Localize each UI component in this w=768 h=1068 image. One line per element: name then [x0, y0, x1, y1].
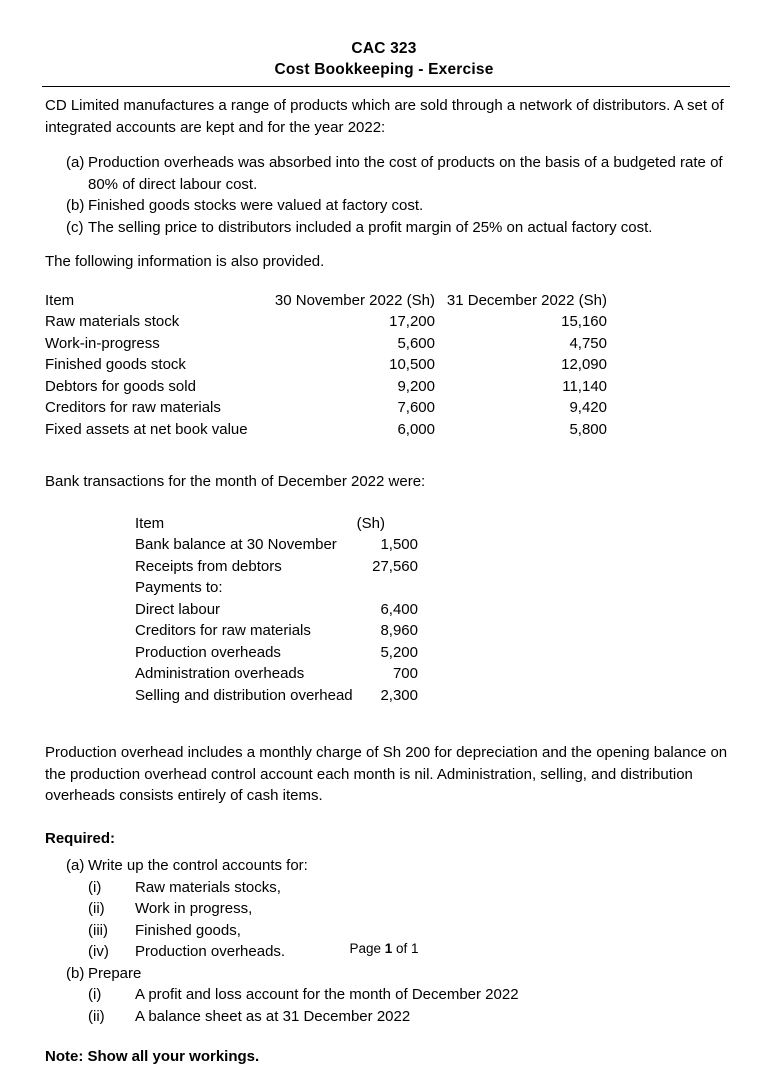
row-label: Work-in-progress: [45, 334, 160, 352]
row-value-november: 9,200: [397, 377, 435, 395]
row-label: Debtors for goods sold: [45, 377, 196, 395]
table-row: [45, 419, 607, 441]
bank-table-wrapper: [45, 513, 730, 707]
required-subitem: [88, 877, 730, 899]
row-label: Selling and distribution overhead: [135, 686, 353, 704]
table-row: [135, 642, 418, 664]
column-header-item: Item: [135, 514, 165, 532]
page-title: Cost Bookkeeping - Exercise: [274, 61, 494, 78]
roman-text: A profit and loss account for the month of December 2022: [135, 986, 519, 1003]
table-row: [135, 685, 418, 707]
roman-text: Raw materials stocks,: [135, 878, 281, 896]
table-header-row: [135, 513, 418, 535]
table-row: [45, 311, 607, 333]
assumptions-list: [45, 152, 730, 238]
roman-marker: (iv): [88, 943, 109, 960]
row-label: Finished goods stock: [45, 356, 186, 373]
row-value-november: 5,600: [397, 334, 435, 352]
row-value-december: 15,160: [561, 313, 607, 330]
table-row: [135, 620, 418, 642]
row-label: Fixed assets at net book value: [45, 420, 248, 438]
row-value-december: 9,420: [569, 399, 607, 416]
row-value-december: 11,140: [562, 377, 607, 395]
page-footer: [0, 941, 768, 956]
row-value-amount: 5,200: [380, 643, 418, 661]
assumption-item: [45, 217, 730, 239]
roman-marker: (ii): [88, 1007, 105, 1025]
bank-transactions-lead-in: Bank transactions for the month of December 2022 were:: [45, 473, 426, 490]
row-value-november: 6,000: [397, 420, 435, 438]
roman-text: Production overheads.: [135, 943, 286, 960]
document-body: [0, 95, 768, 1068]
column-header-item: Item: [45, 291, 75, 309]
assumption-text: Production overheads was absorbed into the cost of products on the basis of a budgeted rate of 80% of direct labour cost.: [88, 154, 723, 193]
row-value-amount: 27,560: [372, 557, 418, 575]
assumption-item: [45, 195, 730, 217]
row-value-amount: 1,500: [380, 536, 418, 553]
row-label: Production overheads: [135, 643, 281, 661]
document-header: [0, 0, 768, 80]
required-item-b: [45, 963, 730, 1028]
assumption-marker: (b): [66, 197, 85, 214]
course-code: CAC 323: [351, 40, 417, 57]
row-value-december: 4,750: [569, 334, 607, 352]
required-marker: (a): [66, 857, 85, 874]
intro-paragraph: CD Limited manufactures a range of products which are sold through a network of distributors. A set of integrated accounts are kept and for the year 2022:: [45, 97, 724, 136]
row-value-amount: [353, 577, 418, 599]
table-row: [135, 556, 418, 578]
assumption-marker: (c): [66, 218, 84, 236]
roman-text: Finished goods,: [135, 921, 241, 939]
column-header-amount: (Sh): [356, 514, 385, 532]
footer-prefix: Page: [349, 941, 385, 956]
required-marker: (b): [66, 964, 85, 982]
assumption-text: Finished goods stocks were valued at factory cost.: [88, 197, 424, 214]
footer-page-number: 1: [384, 941, 393, 956]
column-header-november: 30 November 2022 (Sh): [274, 291, 435, 309]
header-divider: [42, 86, 730, 87]
row-value-amount: 8,960: [380, 622, 418, 639]
table-row: [45, 354, 607, 376]
row-label: Raw materials stock: [45, 313, 180, 330]
row-value-amount: 6,400: [380, 600, 418, 618]
also-provided-paragraph: The following information is also provided.: [45, 253, 325, 270]
assumption-item: [45, 152, 730, 195]
table-row: [135, 577, 418, 599]
row-label: Payments to:: [135, 579, 223, 596]
table-row: [45, 397, 607, 419]
required-subitem: [88, 1006, 730, 1028]
row-label: Bank balance at 30 November: [135, 536, 337, 553]
roman-text: Work in progress,: [135, 900, 253, 917]
row-label: Creditors for raw materials: [135, 622, 311, 639]
required-text: Write up the control accounts for:: [88, 857, 308, 874]
roman-marker: (ii): [88, 900, 105, 917]
row-value-amount: 2,300: [380, 686, 418, 704]
table-row: [45, 333, 607, 355]
row-label: Administration overheads: [135, 665, 305, 682]
required-text: Prepare: [88, 964, 142, 982]
table-row: [135, 663, 418, 685]
row-value-december: 12,090: [561, 356, 607, 373]
workings-note: Note: Show all your workings.: [45, 1048, 260, 1065]
roman-marker: (iii): [88, 921, 108, 939]
bank-transactions-table: [135, 513, 418, 707]
required-sublist-b: [88, 984, 730, 1027]
stock-information-table: [45, 290, 607, 441]
footer-suffix: of 1: [392, 941, 419, 956]
row-value-amount: 700: [392, 665, 418, 682]
required-subitem: [88, 984, 730, 1006]
assumption-text: The selling price to distributors included a profit margin of 25% on actual factory cost.: [88, 218, 653, 236]
table-row: [135, 599, 418, 621]
table-row: [45, 376, 607, 398]
roman-marker: (i): [88, 986, 102, 1003]
row-value-november: 17,200: [389, 313, 435, 330]
required-subitem: [88, 920, 730, 942]
row-value-november: 10,500: [389, 356, 435, 373]
required-heading: Required:: [45, 829, 116, 847]
required-subitem: [88, 898, 730, 920]
table-row: [135, 534, 418, 556]
column-header-december: 31 December 2022 (Sh): [446, 291, 607, 309]
row-label: Creditors for raw materials: [45, 399, 221, 416]
roman-marker: (i): [88, 878, 102, 896]
row-label: Receipts from debtors: [135, 557, 282, 575]
table-header-row: [45, 290, 607, 312]
row-value-december: 5,800: [569, 420, 607, 438]
row-label: Direct labour: [135, 600, 221, 618]
row-value-november: 7,600: [397, 399, 435, 416]
roman-text: A balance sheet as at 31 December 2022: [135, 1007, 411, 1025]
overhead-note-paragraph: Production overhead includes a monthly charge of Sh 200 for depreciation and the opening balance on the production overhead control account each month is nil. Administration, selling, and distribution overheads consists entirely of cash items.: [45, 744, 728, 804]
assumption-marker: (a): [66, 154, 85, 171]
